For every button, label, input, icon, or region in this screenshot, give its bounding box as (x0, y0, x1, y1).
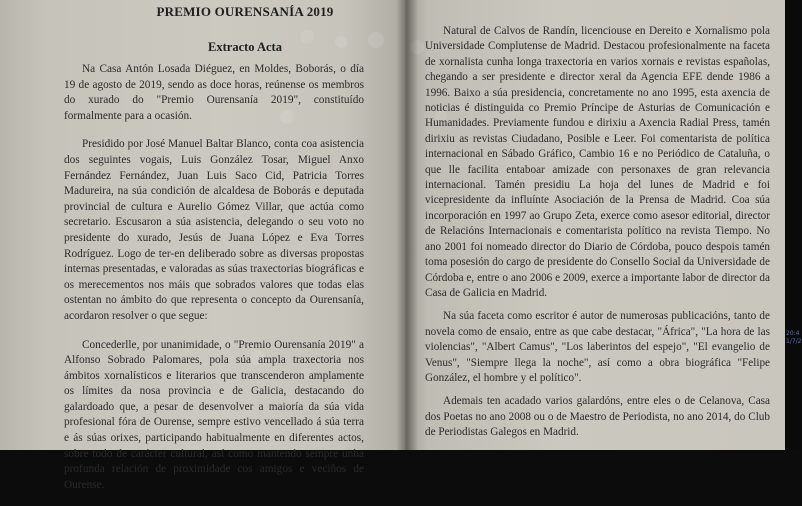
paragraph: Ademais ten acadado varios galardóns, entre eles o de Celanova, Casa dos Poetas no ano 2008 ou o de Maestro de Periodista, no ano 2014, do Club de Periodistas Galegos en Madrid. (425, 395, 770, 439)
paragraph: Concederlle, por unanimidade, o "Premio Ourensanía 2019" a Alfonso Sobrado Palomares, pola súa ampla traxectoria nos ámbitos xornalísticos e literarios que transcenderon amplamente os límites da nosa provincia e de Galicia, destacando do galardoado que, a pesar de desenvolver a maioría da súa vida profesional fóra de Ourense, sempre estivo vencellado á súa terra e ás súas orixes, participando habitualmente en diferentes actos, sobre todo de carácter cultural, así como mantendo sempre unha profunda relación de proximidade cos amigos e veciños de Ourense. (64, 338, 364, 491)
paragraph: Na súa faceta como escritor é autor de numerosas publicacións, tanto de novela como de ensaio, entre as que cabe destacar, "África", "La hora de las violencias", "Albert Camus", "Los laberintos del espejo", "El evangelio de Venus", "Siempre llega la noche", así como a obra biográfica "Felipe González, el hombre y el político". (425, 310, 770, 384)
clock-time: 20:4 (786, 330, 800, 337)
paragraph: Presidido por José Manuel Baltar Blanco, conta coa asistencia dos seguintes vogais, Luis González Tosar, Miguel Anxo Fernández Fernández, Juan Luis Saco Cid, Patricia Torres Madureira, na súa condición de alcaldesa de Boborás e deputada provincial de cultura e Aurelio Gómez Villar, que actúa como secretario. Escusaron a súa asistencia, delegando o seu voto no presidente do xurado, Jesús de Juana López e Eva Torres Rodríguez. Logo de ter-en deliberado sobre as diversas propostas internas presentadas, e valoradas as súas traxectorias biográficas e os merecementos nos máis que sobrados valores que todas elas ostentan no ámbito do que representa o concepto da Ourensanía, acordaron resolver o que segue: (64, 138, 364, 322)
section-heading: Extracto Acta (208, 40, 282, 54)
book-gutter (396, 0, 418, 450)
bokeh-dot (335, 36, 347, 48)
left-page (0, 0, 405, 491)
page-title: PREMIO OURENSANÍA 2019 (156, 4, 334, 19)
right-text-column (425, 24, 770, 449)
paragraph: Natural de Calvos de Randín, licenciouse en Dereito e Xornalismo pola Universidade Complutense de Madrid. Destacou profesionalmente na faceta de xornalista cunha longa traxectoria en varios xornais e revistas españolas, chegando a ser presidente e director xeral da Agencia EFE dende 1986 a 1996. Baixo a súa presidencia, concretamente no ano 1995, esta axencia de noticias é distinguida co Premio Príncipe de Asturias de Comunicación e Humanidades. Previamente fundou e dirixiu a Axencia Radial Press, tamén dirixiu as revistas Ciudadano, Posible e Leer. Foi comentarista de política internacional en Sábado Gráfico, Cambio 16 e no Periódico de Cataluña, o que lle facilita entaboar amizade con personaxes de gran relevancia internacional. Tamén presidiu La hoja del lunes de Madrid e foi vicepresidente da influínte Asociación de la Prensa de Madrid. Coa súa incorporación en 1997 ao Grupo Zeta, exerce como asesor editorial, director de Relacións Internacionais e comentarista político na revista Tiempo. No ano 2001 foi nomeado director do Diario de Córdoba, pouco despois tamén toma posesión do cargo de presidente do Consello Social da Universidade de Córdoba e, entre o ano 2006 e 2009, exerce a importante labor de director da Casa de Galicia en Madrid. (425, 25, 770, 299)
paragraph: Na Casa Antón Losada Diéguez, en Moldes, Boborás, o día 19 de agosto de 2019, sendo as doce horas, reúnense os membros do xurado do "Premio Ourensanía 2019", constituído formalmente para a ocasión. (64, 63, 364, 122)
screen-edge (785, 0, 800, 450)
screen-edge-clock (786, 330, 802, 346)
clock-date: 1/7/2 (786, 338, 802, 345)
bokeh-dot (368, 32, 384, 48)
left-text-column (64, 62, 364, 506)
